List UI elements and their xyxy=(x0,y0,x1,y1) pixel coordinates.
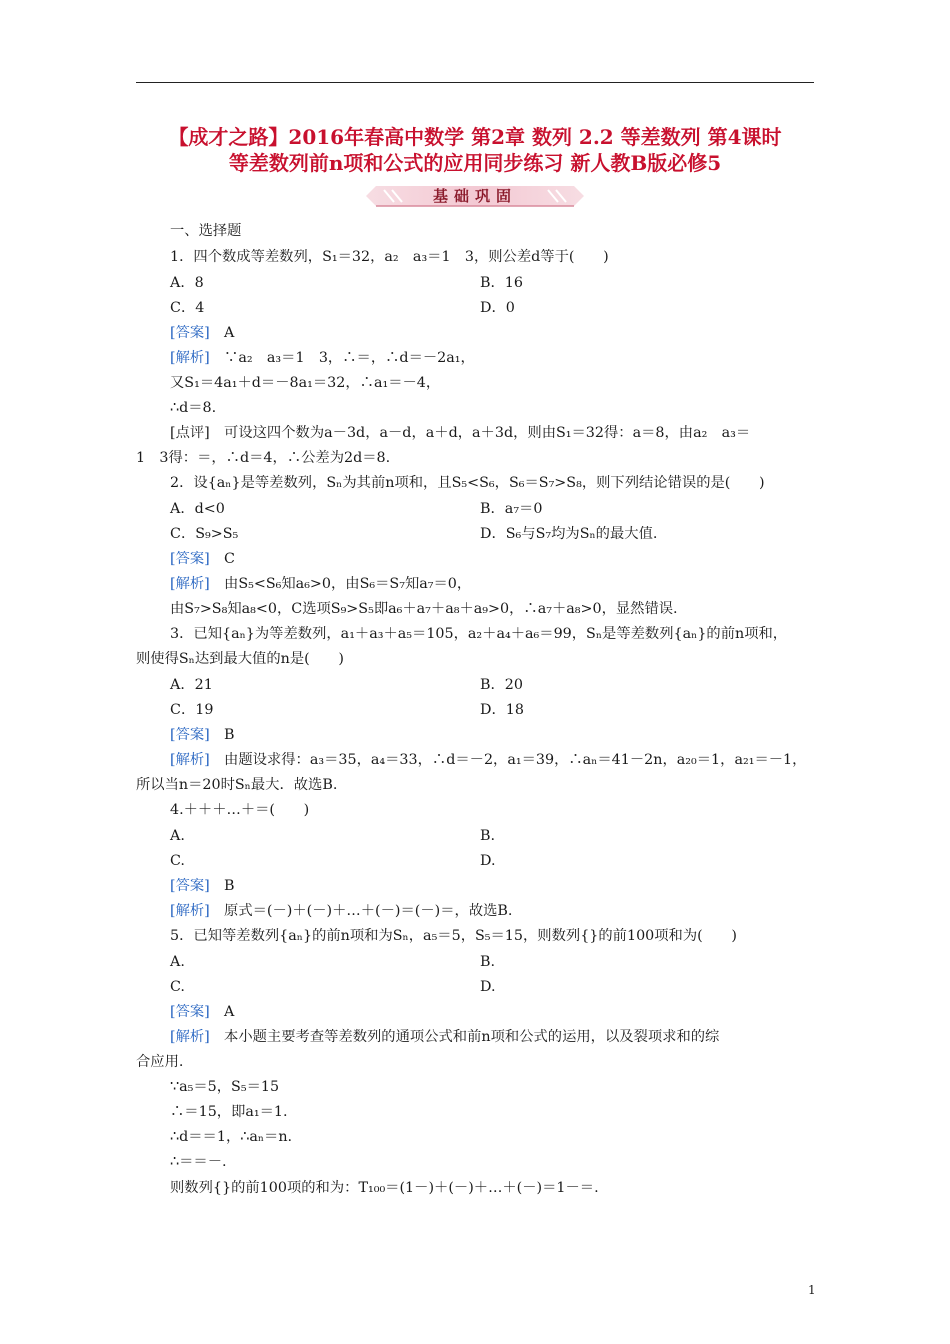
text-line xyxy=(170,978,185,996)
text-segment: 4.＋＋＋…＋＝( ) xyxy=(170,802,310,818)
text-line xyxy=(170,827,185,845)
text-line xyxy=(170,274,204,292)
text-line xyxy=(170,751,806,769)
text-line xyxy=(170,550,235,568)
solution-tag: [答案] xyxy=(170,551,210,567)
text-segment: ∴＝＝－. xyxy=(170,1154,227,1170)
text-segment: 原式＝(－)＋(－)＋…＋(－)＝(－)＝，故选B. xyxy=(209,903,513,919)
section-banner xyxy=(366,184,584,208)
text-segment: C．4 xyxy=(170,300,205,316)
text-line xyxy=(170,222,241,240)
text-line xyxy=(480,852,496,870)
text-line xyxy=(170,625,787,643)
text-segment: A．21 xyxy=(170,677,213,693)
text-segment: A xyxy=(209,325,235,341)
text-line xyxy=(170,726,235,744)
text-line xyxy=(480,500,542,518)
text-segment: 由S₇>S₈知a₈<0，C选项S₉>S₅即a₆＋a₇＋a₈＋a₉>0，∴a₇＋a₈>0，显然错误. xyxy=(170,601,678,617)
text-segment: 则使得Sₙ达到最大值的n是( ) xyxy=(136,651,344,667)
text-segment: 1 3得：＝，∴d＝4，∴公差为2d＝8. xyxy=(136,450,391,466)
text-segment: B．20 xyxy=(480,677,523,693)
text-line xyxy=(170,374,440,392)
text-segment: A xyxy=(209,1004,235,1020)
solution-tag: [答案] xyxy=(170,1004,210,1020)
text-line xyxy=(170,801,309,819)
text-line xyxy=(170,525,238,543)
text-segment: B. xyxy=(480,828,496,844)
text-line xyxy=(136,449,390,467)
text-line xyxy=(170,1179,599,1197)
text-line xyxy=(136,650,344,668)
text-segment: 所以当n＝20时Sₙ最大．故选B. xyxy=(136,777,338,793)
text-line xyxy=(480,978,496,996)
text-line xyxy=(170,600,678,618)
text-segment: 5．已知等差数列{aₙ}的前n项和为Sₙ，a₅＝5，S₅＝15，则数列{}的前100项和为( ) xyxy=(170,928,737,944)
text-segment: 又S₁＝4a₁＋d＝－8a₁＝32，∴a₁＝－4， xyxy=(170,375,441,391)
text-line xyxy=(170,1078,279,1096)
text-line xyxy=(170,474,765,492)
text-line xyxy=(170,927,737,945)
text-segment: D. xyxy=(480,979,496,995)
text-line xyxy=(170,676,213,694)
solution-tag: [解析] xyxy=(170,1029,210,1045)
text-line xyxy=(136,776,337,794)
text-segment: C. xyxy=(170,853,185,869)
text-segment: C. xyxy=(170,979,185,995)
text-line xyxy=(480,274,523,292)
text-segment: B xyxy=(209,727,235,743)
text-line xyxy=(170,1153,227,1171)
text-line xyxy=(170,1028,719,1046)
text-line xyxy=(480,299,515,317)
text-segment: 则数列{}的前100项的和为：T₁₀₀＝(1－)＋(－)＋…＋(－)＝1－＝. xyxy=(170,1180,599,1196)
text-segment: C xyxy=(209,551,235,567)
text-line xyxy=(480,525,657,543)
text-segment: ∴d＝8. xyxy=(170,400,217,416)
text-segment: D. xyxy=(480,853,496,869)
text-segment: 合应用. xyxy=(136,1054,184,1070)
text-segment: 1．四个数成等差数列，S₁＝32，a₂ a₃＝1 3，则公差d等于( ) xyxy=(170,249,609,265)
text-segment: 3．已知{aₙ}为等差数列，a₁＋a₃＋a₅＝105，a₂＋a₄＋a₆＝99，Sₙ是等差数列{aₙ}的前n项和， xyxy=(170,626,788,642)
text-line xyxy=(170,1103,288,1121)
solution-tag: [解析] xyxy=(170,576,210,592)
text-segment: 由题设求得：a₃＝35，a₄＝33，∴d＝－2，a₁＝39，∴aₙ＝41－2n，a₂₀＝1，a₂₁＝－1， xyxy=(209,752,807,768)
text-line xyxy=(170,1003,234,1021)
solution-tag: [解析] xyxy=(170,752,210,768)
text-line xyxy=(170,953,185,971)
text-line xyxy=(170,299,204,317)
text-line xyxy=(170,349,475,367)
text-segment: D．18 xyxy=(480,702,524,718)
solution-tag: [解析] xyxy=(170,903,210,919)
text-segment: A. xyxy=(170,828,185,844)
banner-label: 基础巩固 xyxy=(432,187,517,205)
text-segment: ∵a₅＝5，S₅＝15 xyxy=(170,1079,280,1095)
text-segment: C．S₉>S₅ xyxy=(170,526,239,542)
text-segment: A. xyxy=(170,954,185,970)
text-segment: 由S₅<S₆知a₆>0，由S₆＝S₇知a₇＝0， xyxy=(209,576,472,592)
text-line xyxy=(170,701,213,719)
solution-tag: [解析] xyxy=(170,350,210,366)
text-line xyxy=(170,500,225,518)
text-segment: 一、选择题 xyxy=(170,223,242,239)
text-line xyxy=(170,852,185,870)
document-title-line-2: 等差数列前n项和公式的应用同步练习 新人教B版必修5 xyxy=(228,151,722,175)
text-line xyxy=(170,248,609,266)
text-segment: A．8 xyxy=(170,275,204,291)
text-line xyxy=(480,953,495,971)
text-segment: B．16 xyxy=(480,275,523,291)
text-line xyxy=(480,827,495,845)
header-rule xyxy=(136,82,814,83)
text-line xyxy=(170,575,471,593)
text-segment: D．0 xyxy=(480,300,515,316)
text-segment: ∴＝15，即a₁＝1. xyxy=(170,1104,288,1120)
text-line xyxy=(480,676,523,694)
text-segment: 2．设{aₙ}是等差数列，Sₙ为其前n项和，且S₅<S₆，S₆＝S₇>S₈，则下列结论错误的是( ) xyxy=(170,475,765,491)
text-line xyxy=(170,877,235,895)
text-segment: B. xyxy=(480,954,496,970)
text-segment: ∵a₂ a₃＝1 3，∴＝，∴d＝－2a₁， xyxy=(209,350,475,366)
text-line xyxy=(136,1053,183,1071)
text-segment: B xyxy=(209,878,235,894)
solution-tag: [答案] xyxy=(170,325,210,341)
text-line xyxy=(170,424,750,442)
document-title-line-1: 【成才之路】2016年春高中数学 第2章 数列 2.2 等差数列 第4课时 xyxy=(168,125,782,149)
text-segment: ∴d＝＝1，∴aₙ＝n. xyxy=(170,1129,293,1145)
text-line xyxy=(170,399,216,417)
solution-tag: [答案] xyxy=(170,727,210,743)
text-segment: [点评] 可设这四个数为a－3d，a－d，a＋d，a＋3d，则由S₁＝32得：a＝8，由a₂ a₃＝ xyxy=(170,425,751,441)
text-segment: B．a₇＝0 xyxy=(480,501,543,517)
text-segment: C．19 xyxy=(170,702,214,718)
text-line xyxy=(480,701,524,719)
text-segment: 本小题主要考查等差数列的通项公式和前n项和公式的运用，以及裂项求和的综 xyxy=(209,1029,720,1045)
text-line xyxy=(170,1128,292,1146)
text-line xyxy=(170,324,234,342)
page-number: 1 xyxy=(808,1283,816,1297)
text-line xyxy=(170,902,512,920)
solution-tag: [答案] xyxy=(170,878,210,894)
text-segment: D．S₆与S₇均为Sₙ的最大值. xyxy=(480,526,658,542)
text-segment: A．d<0 xyxy=(170,501,225,517)
